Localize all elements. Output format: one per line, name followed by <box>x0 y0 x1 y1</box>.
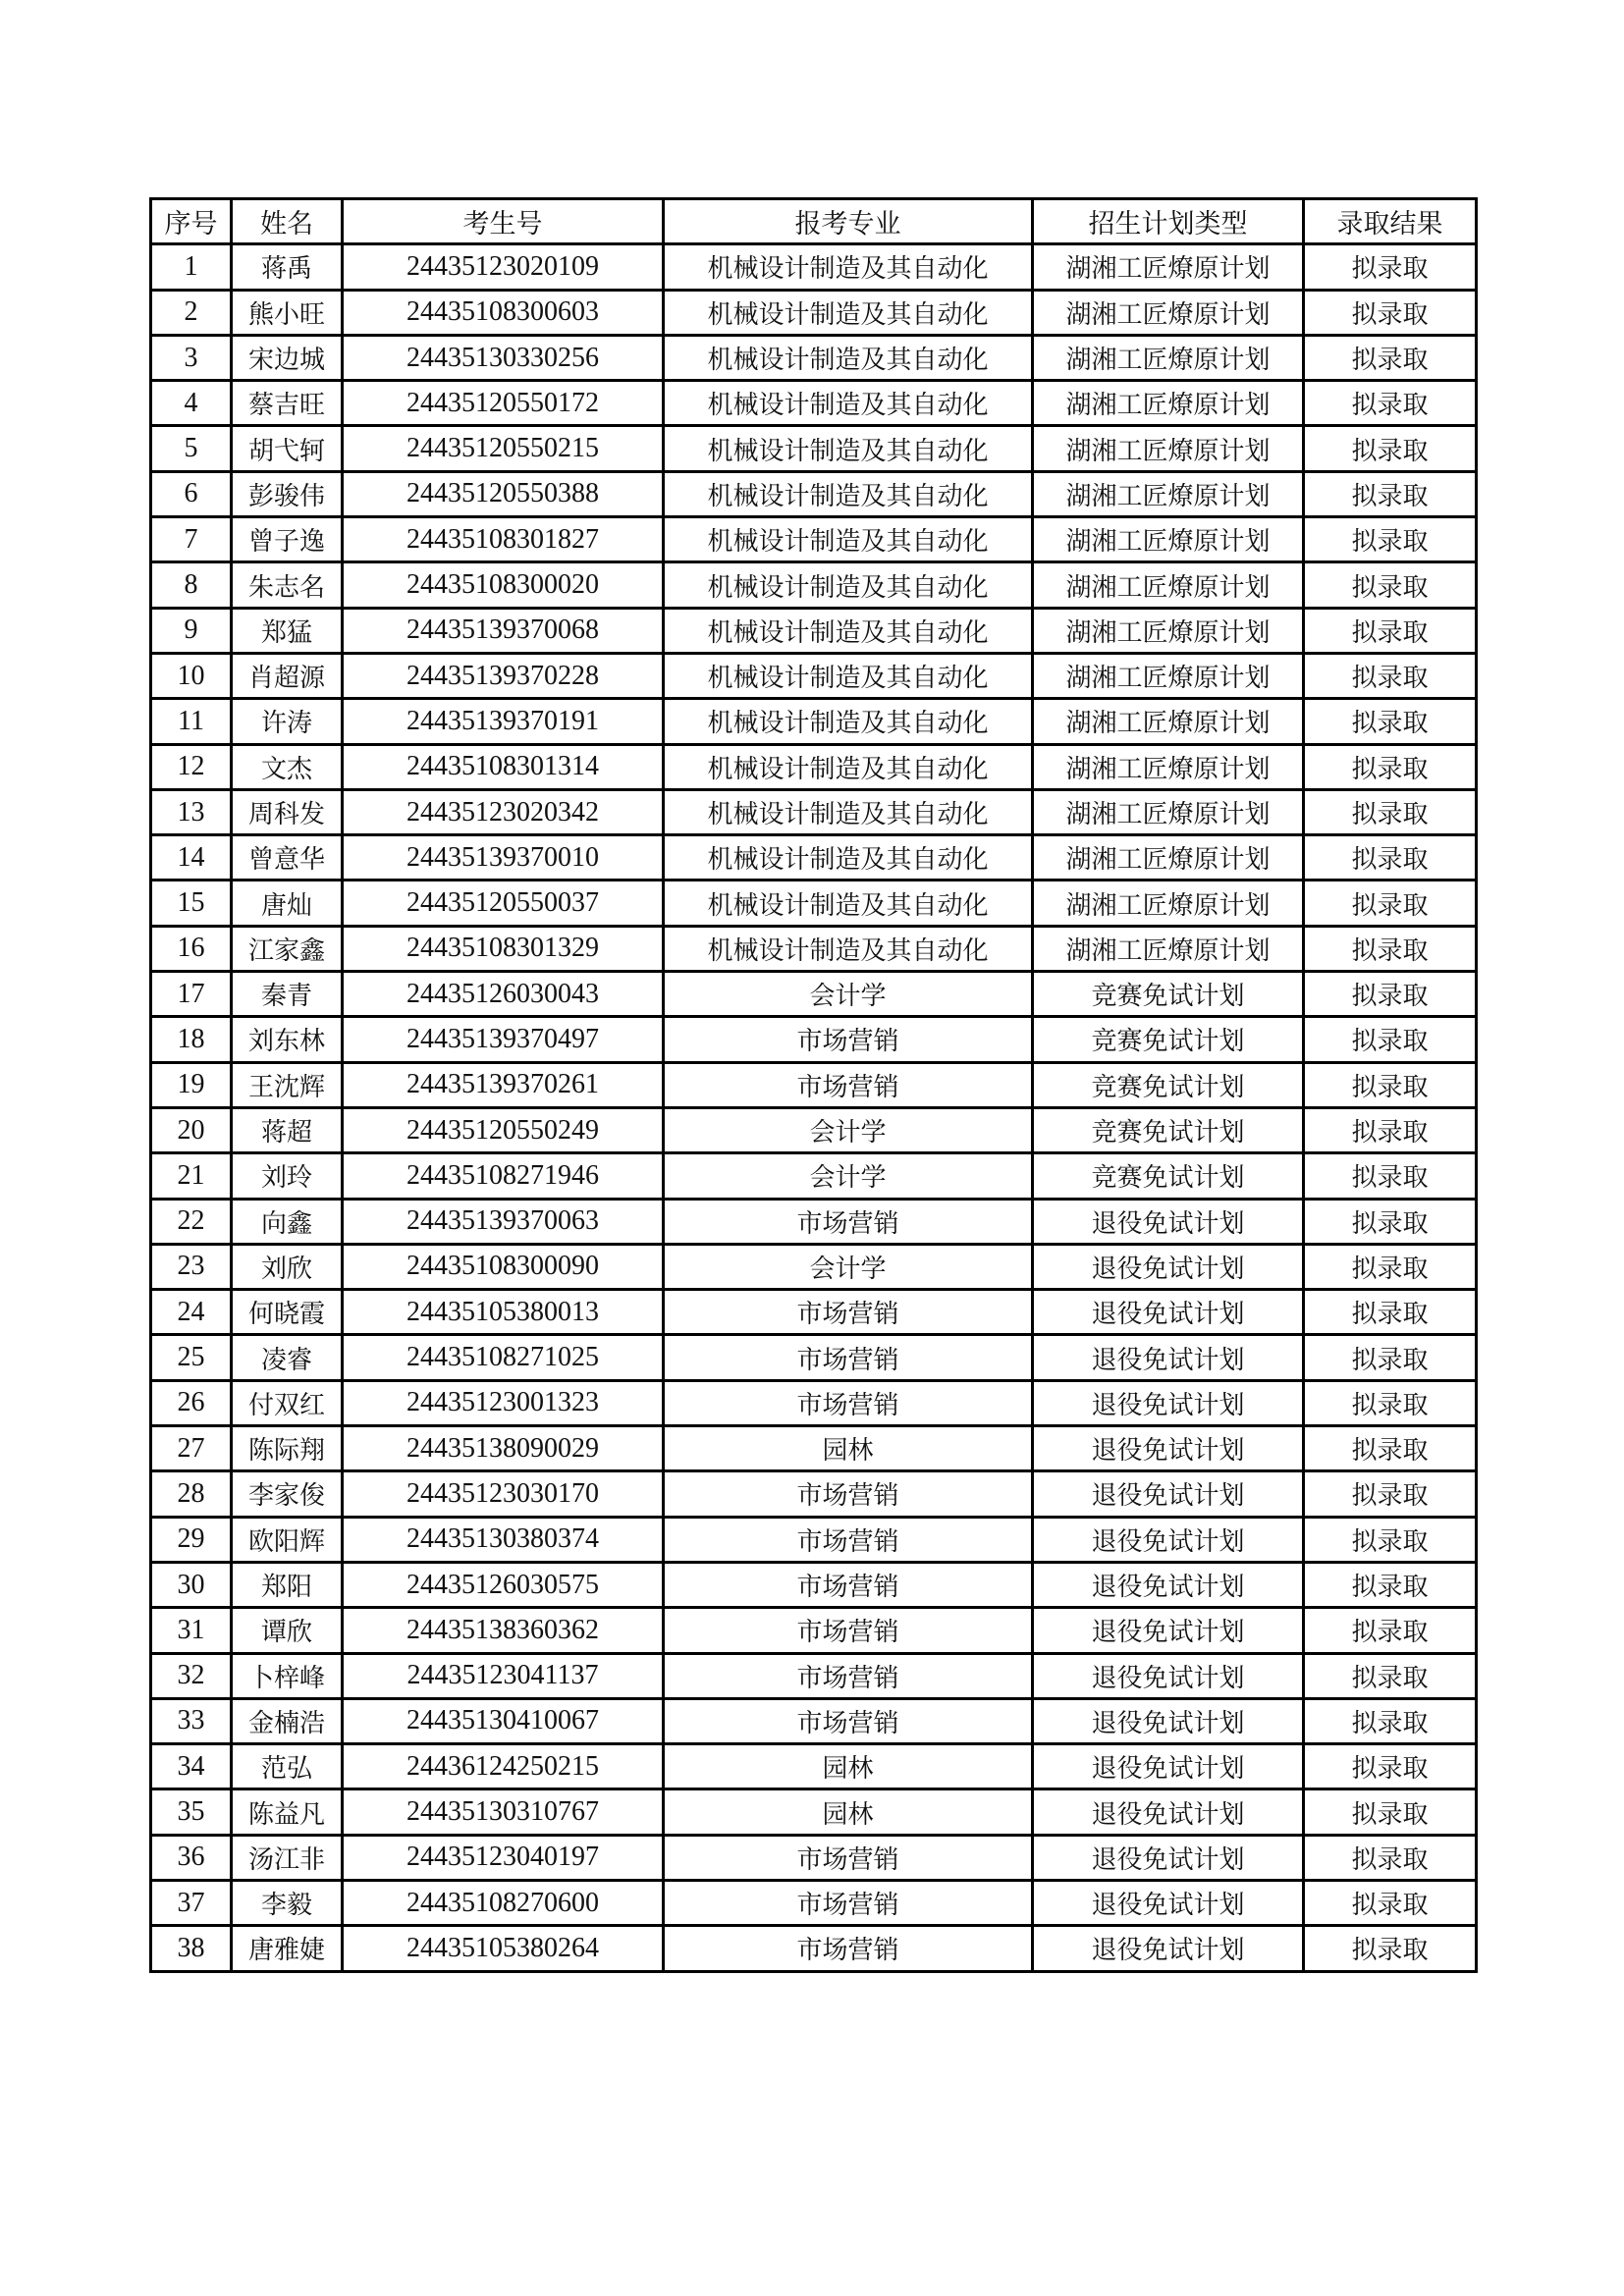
student-name: 李家俊 <box>232 1471 343 1517</box>
table-row <box>151 1199 1477 1244</box>
table-row <box>151 608 1477 653</box>
admission-result: 拟录取 <box>1304 244 1477 290</box>
major: 机械设计制造及其自动化 <box>664 789 1033 834</box>
plan-type: 退役免试计划 <box>1033 1290 1304 1335</box>
student-name: 郑猛 <box>232 608 343 653</box>
table-row <box>151 1062 1477 1107</box>
table-row <box>151 1698 1477 1743</box>
plan-type: 退役免试计划 <box>1033 1517 1304 1562</box>
major: 机械设计制造及其自动化 <box>664 517 1033 562</box>
plan-type: 竞赛免试计划 <box>1033 1107 1304 1152</box>
candidate-id: 24435123030170 <box>343 1471 664 1517</box>
major: 市场营销 <box>664 1290 1033 1335</box>
plan-type: 退役免试计划 <box>1033 1471 1304 1517</box>
admission-table <box>149 197 1478 1973</box>
candidate-id: 24435139370191 <box>343 699 664 744</box>
row-index: 36 <box>151 1835 232 1880</box>
major: 机械设计制造及其自动化 <box>664 653 1033 698</box>
student-name: 曾子逸 <box>232 517 343 562</box>
table-row <box>151 699 1477 744</box>
admission-result: 拟录取 <box>1304 1744 1477 1789</box>
student-name: 陈际翔 <box>232 1426 343 1471</box>
major: 机械设计制造及其自动化 <box>664 290 1033 335</box>
plan-type: 湖湘工匠燎原计划 <box>1033 517 1304 562</box>
student-name: 陈益凡 <box>232 1789 343 1835</box>
row-index: 32 <box>151 1653 232 1698</box>
table-row <box>151 1244 1477 1289</box>
candidate-id: 24435108271946 <box>343 1153 664 1199</box>
student-name: 向鑫 <box>232 1199 343 1244</box>
plan-type: 竞赛免试计划 <box>1033 1062 1304 1107</box>
candidate-id: 24435108301329 <box>343 926 664 971</box>
table-row <box>151 926 1477 971</box>
candidate-id: 24435108270600 <box>343 1880 664 1925</box>
student-name: 刘欣 <box>232 1244 343 1289</box>
admission-result: 拟录取 <box>1304 1471 1477 1517</box>
table-row <box>151 1335 1477 1380</box>
header-result: 录取结果 <box>1304 199 1477 244</box>
row-index: 20 <box>151 1107 232 1152</box>
admission-result: 拟录取 <box>1304 1653 1477 1698</box>
candidate-id: 24435120550172 <box>343 381 664 426</box>
candidate-id: 24435123020342 <box>343 789 664 834</box>
admission-result: 拟录取 <box>1304 517 1477 562</box>
student-name: 何晓霞 <box>232 1290 343 1335</box>
admission-result: 拟录取 <box>1304 1608 1477 1653</box>
admission-result: 拟录取 <box>1304 1926 1477 1971</box>
candidate-id: 24435130330256 <box>343 335 664 380</box>
major: 市场营销 <box>664 1698 1033 1743</box>
plan-type: 竞赛免试计划 <box>1033 1153 1304 1199</box>
major: 市场营销 <box>664 1880 1033 1925</box>
plan-type: 退役免试计划 <box>1033 1835 1304 1880</box>
row-index: 10 <box>151 653 232 698</box>
table-row <box>151 653 1477 698</box>
admission-result: 拟录取 <box>1304 426 1477 471</box>
major: 市场营销 <box>664 1562 1033 1607</box>
table-row <box>151 471 1477 516</box>
table-row <box>151 1426 1477 1471</box>
major: 市场营销 <box>664 1926 1033 1971</box>
candidate-id: 24435138090029 <box>343 1426 664 1471</box>
candidate-id: 24435139370228 <box>343 653 664 698</box>
major: 机械设计制造及其自动化 <box>664 335 1033 380</box>
candidate-id: 24435108271025 <box>343 1335 664 1380</box>
plan-type: 退役免试计划 <box>1033 1244 1304 1289</box>
candidate-id: 24435120550037 <box>343 881 664 926</box>
plan-type: 湖湘工匠燎原计划 <box>1033 789 1304 834</box>
table-row <box>151 1653 1477 1698</box>
plan-type: 湖湘工匠燎原计划 <box>1033 471 1304 516</box>
table-row <box>151 1835 1477 1880</box>
admission-result: 拟录取 <box>1304 1062 1477 1107</box>
row-index: 38 <box>151 1926 232 1971</box>
student-name: 朱志名 <box>232 562 343 608</box>
student-name: 周科发 <box>232 789 343 834</box>
candidate-id: 24435108300090 <box>343 1244 664 1289</box>
candidate-id: 24435139370068 <box>343 608 664 653</box>
student-name: 彭骏伟 <box>232 471 343 516</box>
table-row <box>151 1562 1477 1607</box>
row-index: 12 <box>151 744 232 789</box>
row-index: 13 <box>151 789 232 834</box>
student-name: 熊小旺 <box>232 290 343 335</box>
row-index: 37 <box>151 1880 232 1925</box>
student-name: 刘东林 <box>232 1017 343 1062</box>
plan-type: 退役免试计划 <box>1033 1880 1304 1925</box>
plan-type: 退役免试计划 <box>1033 1789 1304 1835</box>
table-row <box>151 744 1477 789</box>
row-index: 19 <box>151 1062 232 1107</box>
student-name: 欧阳辉 <box>232 1517 343 1562</box>
major: 市场营销 <box>664 1653 1033 1698</box>
table-row <box>151 426 1477 471</box>
plan-type: 退役免试计划 <box>1033 1562 1304 1607</box>
table-row <box>151 335 1477 380</box>
student-name: 蔡吉旺 <box>232 381 343 426</box>
row-index: 14 <box>151 835 232 881</box>
plan-type: 退役免试计划 <box>1033 1698 1304 1743</box>
major: 机械设计制造及其自动化 <box>664 608 1033 653</box>
table-row <box>151 244 1477 290</box>
table-row <box>151 562 1477 608</box>
student-name: 宋边城 <box>232 335 343 380</box>
student-name: 王沈辉 <box>232 1062 343 1107</box>
candidate-id: 24435139370063 <box>343 1199 664 1244</box>
admission-result: 拟录取 <box>1304 1789 1477 1835</box>
table-row <box>151 1290 1477 1335</box>
header-index: 序号 <box>151 199 232 244</box>
admission-result: 拟录取 <box>1304 335 1477 380</box>
admission-result: 拟录取 <box>1304 1017 1477 1062</box>
table-row <box>151 1017 1477 1062</box>
candidate-id: 24435123041137 <box>343 1653 664 1698</box>
student-name: 卜梓峰 <box>232 1653 343 1698</box>
student-name: 刘玲 <box>232 1153 343 1199</box>
student-name: 曾意华 <box>232 835 343 881</box>
student-name: 文杰 <box>232 744 343 789</box>
plan-type: 退役免试计划 <box>1033 1608 1304 1653</box>
plan-type: 湖湘工匠燎原计划 <box>1033 744 1304 789</box>
student-name: 秦青 <box>232 972 343 1017</box>
major: 机械设计制造及其自动化 <box>664 426 1033 471</box>
plan-type: 湖湘工匠燎原计划 <box>1033 244 1304 290</box>
header-name: 姓名 <box>232 199 343 244</box>
plan-type: 竞赛免试计划 <box>1033 1017 1304 1062</box>
table-row <box>151 1880 1477 1925</box>
candidate-id: 24436124250215 <box>343 1744 664 1789</box>
plan-type: 湖湘工匠燎原计划 <box>1033 881 1304 926</box>
plan-type: 退役免试计划 <box>1033 1926 1304 1971</box>
table-body <box>151 244 1477 1971</box>
student-name: 金楠浩 <box>232 1698 343 1743</box>
row-index: 25 <box>151 1335 232 1380</box>
student-name: 汤江非 <box>232 1835 343 1880</box>
admission-result: 拟录取 <box>1304 1153 1477 1199</box>
row-index: 8 <box>151 562 232 608</box>
table-row <box>151 1926 1477 1971</box>
candidate-id: 24435139370010 <box>343 835 664 881</box>
table-row <box>151 381 1477 426</box>
row-index: 34 <box>151 1744 232 1789</box>
row-index: 23 <box>151 1244 232 1289</box>
table-row <box>151 1153 1477 1199</box>
plan-type: 湖湘工匠燎原计划 <box>1033 562 1304 608</box>
major: 机械设计制造及其自动化 <box>664 926 1033 971</box>
plan-type: 湖湘工匠燎原计划 <box>1033 835 1304 881</box>
row-index: 35 <box>151 1789 232 1835</box>
plan-type: 湖湘工匠燎原计划 <box>1033 608 1304 653</box>
candidate-id: 24435120550388 <box>343 471 664 516</box>
candidate-id: 24435126030575 <box>343 1562 664 1607</box>
plan-type: 湖湘工匠燎原计划 <box>1033 653 1304 698</box>
header-plan-type: 招生计划类型 <box>1033 199 1304 244</box>
row-index: 22 <box>151 1199 232 1244</box>
admission-result: 拟录取 <box>1304 1426 1477 1471</box>
student-name: 唐雅婕 <box>232 1926 343 1971</box>
plan-type: 湖湘工匠燎原计划 <box>1033 290 1304 335</box>
table-row <box>151 517 1477 562</box>
admission-result: 拟录取 <box>1304 835 1477 881</box>
row-index: 26 <box>151 1380 232 1425</box>
table-row <box>151 1789 1477 1835</box>
admission-result: 拟录取 <box>1304 1698 1477 1743</box>
table-row <box>151 1744 1477 1789</box>
major: 市场营销 <box>664 1380 1033 1425</box>
student-name: 蒋超 <box>232 1107 343 1152</box>
major: 市场营销 <box>664 1608 1033 1653</box>
major: 市场营销 <box>664 1017 1033 1062</box>
student-name: 许涛 <box>232 699 343 744</box>
table-row <box>151 1107 1477 1152</box>
row-index: 16 <box>151 926 232 971</box>
row-index: 2 <box>151 290 232 335</box>
major: 市场营销 <box>664 1835 1033 1880</box>
student-name: 江家鑫 <box>232 926 343 971</box>
admission-result: 拟录取 <box>1304 1199 1477 1244</box>
major: 市场营销 <box>664 1517 1033 1562</box>
admission-result: 拟录取 <box>1304 972 1477 1017</box>
admission-result: 拟录取 <box>1304 1835 1477 1880</box>
row-index: 29 <box>151 1517 232 1562</box>
plan-type: 退役免试计划 <box>1033 1199 1304 1244</box>
admission-result: 拟录取 <box>1304 608 1477 653</box>
major: 园林 <box>664 1789 1033 1835</box>
table-row <box>151 1517 1477 1562</box>
admission-result: 拟录取 <box>1304 471 1477 516</box>
admission-result: 拟录取 <box>1304 699 1477 744</box>
major: 机械设计制造及其自动化 <box>664 699 1033 744</box>
candidate-id: 24435139370497 <box>343 1017 664 1062</box>
table-header-row <box>151 199 1477 244</box>
major: 机械设计制造及其自动化 <box>664 835 1033 881</box>
row-index: 31 <box>151 1608 232 1653</box>
header-candidate-id: 考生号 <box>343 199 664 244</box>
student-name: 郑阳 <box>232 1562 343 1607</box>
row-index: 15 <box>151 881 232 926</box>
row-index: 18 <box>151 1017 232 1062</box>
student-name: 李毅 <box>232 1880 343 1925</box>
row-index: 7 <box>151 517 232 562</box>
table-row <box>151 972 1477 1017</box>
row-index: 30 <box>151 1562 232 1607</box>
candidate-id: 24435108300603 <box>343 290 664 335</box>
table-row <box>151 789 1477 834</box>
table-row <box>151 290 1477 335</box>
plan-type: 湖湘工匠燎原计划 <box>1033 926 1304 971</box>
table-row <box>151 881 1477 926</box>
row-index: 11 <box>151 699 232 744</box>
candidate-id: 24435130310767 <box>343 1789 664 1835</box>
plan-type: 湖湘工匠燎原计划 <box>1033 699 1304 744</box>
plan-type: 退役免试计划 <box>1033 1426 1304 1471</box>
student-name: 胡弋轲 <box>232 426 343 471</box>
major: 会计学 <box>664 972 1033 1017</box>
table-row <box>151 1471 1477 1517</box>
admission-result: 拟录取 <box>1304 1335 1477 1380</box>
row-index: 17 <box>151 972 232 1017</box>
major: 市场营销 <box>664 1199 1033 1244</box>
admission-result: 拟录取 <box>1304 881 1477 926</box>
candidate-id: 24435120550249 <box>343 1107 664 1152</box>
candidate-id: 24435138360362 <box>343 1608 664 1653</box>
admission-result: 拟录取 <box>1304 1562 1477 1607</box>
candidate-id: 24435130380374 <box>343 1517 664 1562</box>
row-index: 3 <box>151 335 232 380</box>
major: 园林 <box>664 1744 1033 1789</box>
candidate-id: 24435105380013 <box>343 1290 664 1335</box>
major: 会计学 <box>664 1107 1033 1152</box>
row-index: 9 <box>151 608 232 653</box>
major: 市场营销 <box>664 1335 1033 1380</box>
major: 机械设计制造及其自动化 <box>664 244 1033 290</box>
admission-result: 拟录取 <box>1304 1107 1477 1152</box>
candidate-id: 24435123020109 <box>343 244 664 290</box>
candidate-id: 24435126030043 <box>343 972 664 1017</box>
student-name: 肖超源 <box>232 653 343 698</box>
plan-type: 竞赛免试计划 <box>1033 972 1304 1017</box>
candidate-id: 24435108300020 <box>343 562 664 608</box>
major: 机械设计制造及其自动化 <box>664 881 1033 926</box>
major: 机械设计制造及其自动化 <box>664 471 1033 516</box>
major: 市场营销 <box>664 1062 1033 1107</box>
admission-result: 拟录取 <box>1304 562 1477 608</box>
plan-type: 湖湘工匠燎原计划 <box>1033 381 1304 426</box>
major: 机械设计制造及其自动化 <box>664 744 1033 789</box>
row-index: 24 <box>151 1290 232 1335</box>
major: 机械设计制造及其自动化 <box>664 562 1033 608</box>
candidate-id: 24435139370261 <box>343 1062 664 1107</box>
candidate-id: 24435108301827 <box>343 517 664 562</box>
student-name: 唐灿 <box>232 881 343 926</box>
admission-result: 拟录取 <box>1304 653 1477 698</box>
table-row <box>151 1380 1477 1425</box>
candidate-id: 24435105380264 <box>343 1926 664 1971</box>
table-row <box>151 1608 1477 1653</box>
student-name: 凌睿 <box>232 1335 343 1380</box>
admission-result: 拟录取 <box>1304 381 1477 426</box>
student-name: 付双红 <box>232 1380 343 1425</box>
major: 园林 <box>664 1426 1033 1471</box>
major: 会计学 <box>664 1153 1033 1199</box>
plan-type: 退役免试计划 <box>1033 1653 1304 1698</box>
row-index: 21 <box>151 1153 232 1199</box>
candidate-id: 24435123001323 <box>343 1380 664 1425</box>
row-index: 27 <box>151 1426 232 1471</box>
candidate-id: 24435130410067 <box>343 1698 664 1743</box>
plan-type: 湖湘工匠燎原计划 <box>1033 335 1304 380</box>
table-row <box>151 835 1477 881</box>
plan-type: 退役免试计划 <box>1033 1744 1304 1789</box>
candidate-id: 24435120550215 <box>343 426 664 471</box>
admission-result: 拟录取 <box>1304 1880 1477 1925</box>
major: 机械设计制造及其自动化 <box>664 381 1033 426</box>
admission-result: 拟录取 <box>1304 1290 1477 1335</box>
candidate-id: 24435123040197 <box>343 1835 664 1880</box>
major: 市场营销 <box>664 1471 1033 1517</box>
admission-result: 拟录取 <box>1304 290 1477 335</box>
row-index: 33 <box>151 1698 232 1743</box>
row-index: 4 <box>151 381 232 426</box>
major: 会计学 <box>664 1244 1033 1289</box>
admission-result: 拟录取 <box>1304 744 1477 789</box>
header-major: 报考专业 <box>664 199 1033 244</box>
student-name: 范弘 <box>232 1744 343 1789</box>
row-index: 5 <box>151 426 232 471</box>
row-index: 6 <box>151 471 232 516</box>
row-index: 28 <box>151 1471 232 1517</box>
admission-result: 拟录取 <box>1304 789 1477 834</box>
admission-result: 拟录取 <box>1304 926 1477 971</box>
plan-type: 湖湘工匠燎原计划 <box>1033 426 1304 471</box>
student-name: 谭欣 <box>232 1608 343 1653</box>
admission-result: 拟录取 <box>1304 1244 1477 1289</box>
admission-result: 拟录取 <box>1304 1380 1477 1425</box>
admission-result: 拟录取 <box>1304 1517 1477 1562</box>
row-index: 1 <box>151 244 232 290</box>
candidate-id: 24435108301314 <box>343 744 664 789</box>
student-name: 蒋禹 <box>232 244 343 290</box>
plan-type: 退役免试计划 <box>1033 1335 1304 1380</box>
plan-type: 退役免试计划 <box>1033 1380 1304 1425</box>
